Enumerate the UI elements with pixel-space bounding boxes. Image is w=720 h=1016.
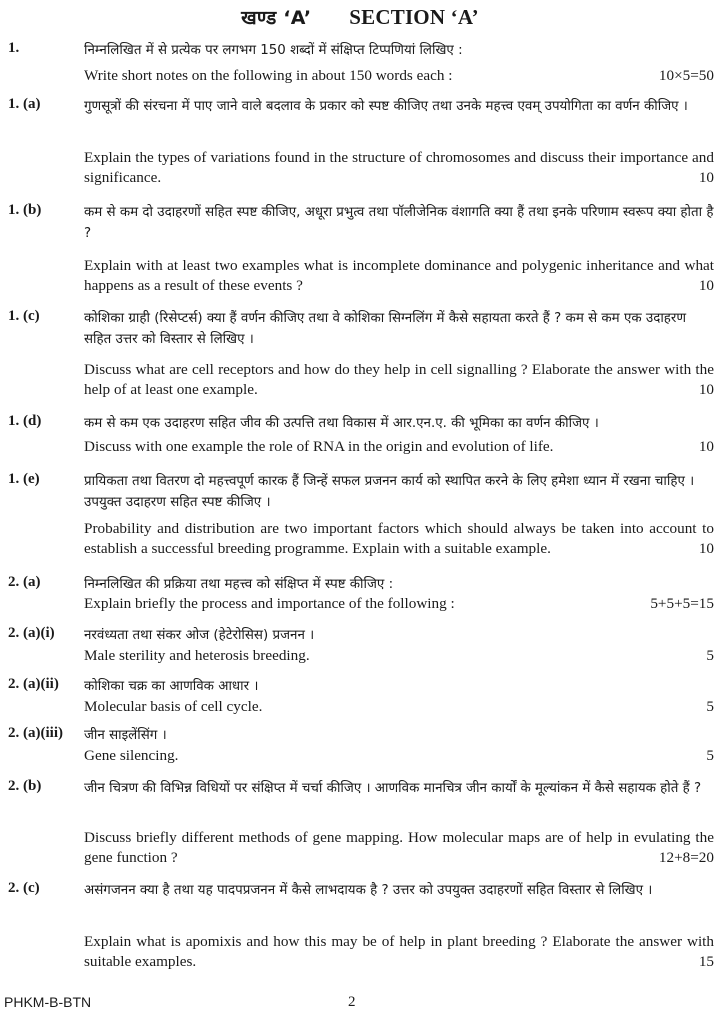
question-text-english [84, 697, 714, 717]
question-text-english [84, 66, 714, 86]
question-number: 1. (c) [8, 308, 40, 324]
marks: 5 [706, 647, 714, 664]
question-number: 2. (a) [8, 574, 41, 590]
marks: 10 [698, 277, 714, 294]
question-text-english [84, 437, 714, 457]
question-text-english [84, 646, 714, 666]
marks: 12+8=20 [658, 849, 714, 866]
section-header [0, 4, 720, 30]
question-text-english [84, 148, 714, 188]
question-number: 1. [8, 40, 20, 56]
section-title-hindi: खण्ड ‘A’ [241, 7, 312, 29]
question-text: Explain the types of variations found in the structure of chromosomes and discuss their importance and significance. [84, 149, 714, 186]
question-text-hindi: कम से कम एक उदाहरण सहित जीव की उत्पत्ति तथा विकास में आर.एन.ए. की भूमिका का वर्णन कीजिए । [84, 416, 599, 431]
question-text: Molecular basis of cell cycle. [84, 698, 263, 715]
question-number: 2. (c) [8, 880, 40, 896]
question-text-english [84, 594, 714, 614]
question-text-hindi: कोशिका ग्राही (रिसेप्टर्स) क्या हैं वर्णन कीजिए तथा वे कोशिका सिग्नलिंग में कैसे सहायता करते हैं ? कम से कम एक उदाहरण सहित उत्तर को विस्तार से लिखिए । [84, 311, 687, 347]
marks: 5 [706, 698, 714, 715]
question-text-hindi: निम्नलिखित की प्रक्रिया तथा महत्त्व को संक्षिप्त में स्पष्ट कीजिए : [84, 577, 394, 592]
question-number: 2. (a)(i) [8, 625, 55, 641]
question-text-english [84, 360, 714, 400]
section-title-english: SECTION ‘A’ [349, 5, 479, 29]
marks: 10 [698, 381, 714, 398]
question-text: Gene silencing. [84, 747, 179, 764]
marks: 10 [698, 438, 714, 455]
question-text: Explain what is apomixis and how this may be of help in plant breeding ? Elaborate the answer with suitable examples. [84, 933, 714, 970]
paper-code: PHKM-B-BTN [4, 994, 92, 1010]
question-text-english [84, 519, 714, 559]
question-text-hindi: असंगजनन क्या है तथा यह पादपप्रजनन में कैसे लाभदायक है ? उत्तर को उपयुक्त उदाहरणों सहित विस्तार से लिखिए । [84, 883, 653, 898]
question-text-english [84, 256, 714, 296]
question-text: Male sterility and heterosis breeding. [84, 647, 310, 664]
marks: 5+5+5=15 [650, 595, 714, 612]
marks: 15 [698, 953, 714, 970]
question-text-hindi: निम्नलिखित में से प्रत्येक पर लगभग 150 शब्दों में संक्षिप्त टिप्पणियां लिखिए : [84, 43, 463, 58]
question-text-hindi: जीन साइलेंसिंग । [84, 728, 167, 743]
page-number: 2 [348, 994, 356, 1010]
question-text: Discuss briefly different methods of gene mapping. How molecular maps are of help in evulating the gene function ? [84, 829, 714, 866]
question-text-hindi: गुणसूत्रों की संरचना में पाए जाने वाले बदलाव के प्रकार को स्पष्ट कीजिए तथा उनके महत्त्व एवम् उपयोगिता का वर्णन कीजिए । [84, 99, 688, 114]
question-text: Discuss with one example the role of RNA in the origin and evolution of life. [84, 438, 554, 455]
question-text-english [84, 828, 714, 868]
question-text: Explain briefly the process and importance of the following : [84, 595, 455, 612]
question-number: 2. (a)(ii) [8, 676, 59, 692]
question-number: 1. (e) [8, 471, 40, 487]
question-number: 1. (a) [8, 96, 41, 112]
marks: 10×5=50 [658, 67, 714, 84]
question-text-english [84, 746, 714, 766]
question-number: 1. (b) [8, 202, 42, 218]
question-text-hindi: कम से कम दो उदाहरणों सहित स्पष्ट कीजिए, अधूरा प्रभुत्व तथा पॉलीजेनिक वंशागति क्या हैं तथा इनके परिणाम स्वरूप क्या होता है ? [84, 205, 714, 241]
marks: 10 [698, 169, 714, 186]
question-text: Probability and distribution are two important factors which should always be taken into account to establish a successful breeding programme. Explain with a suitable example. [84, 520, 714, 557]
question-number: 2. (a)(iii) [8, 725, 63, 741]
question-text: Write short notes on the following in about 150 words each : [84, 67, 453, 84]
question-text-english [84, 932, 714, 972]
marks: 10 [698, 540, 714, 557]
question-number: 1. (d) [8, 413, 42, 429]
question-text-hindi: प्रायिकता तथा वितरण दो महत्त्वपूर्ण कारक हैं जिन्हें सफल प्रजनन कार्य को स्थापित करने के लिए हमेशा ध्यान में रखना चाहिए । उपयुक्त उदाहरण सहित स्पष्ट कीजिए । [84, 474, 695, 510]
question-text: Discuss what are cell receptors and how do they help in cell signalling ? Elaborate the answer with the help of at least one example. [84, 361, 714, 398]
question-number: 2. (b) [8, 778, 42, 794]
question-text-hindi: नरवंध्यता तथा संकर ओज (हेटेरोसिस) प्रजनन । [84, 628, 315, 643]
question-text-hindi: कोशिका चक्र का आणविक आधार । [84, 679, 259, 694]
marks: 5 [706, 747, 714, 764]
question-text-hindi: जीन चित्रण की विभिन्न विधियों पर संक्षिप्त में चर्चा कीजिए । आणविक मानचित्र जीन कार्यों के मूल्यांकन में कैसे सहायक होते हैं ? [84, 781, 702, 796]
question-text: Explain with at least two examples what is incomplete dominance and polygenic inheritance and what happens as a result of these events ? [84, 257, 714, 294]
